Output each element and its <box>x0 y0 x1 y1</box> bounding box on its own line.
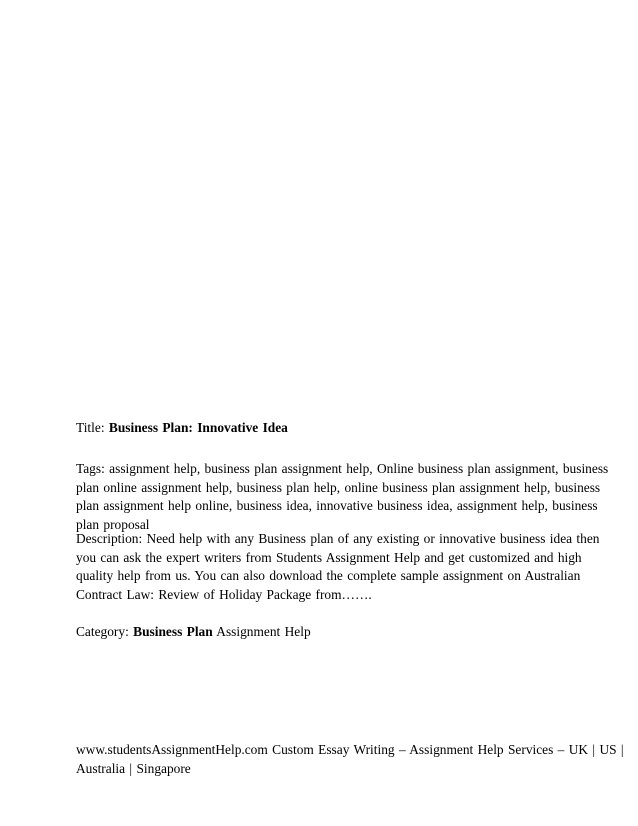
tags-line: plan online assignment help, business plan help, online business plan assignment help, business <box>76 479 601 495</box>
description-line: Description: Need help with any Business plan of any existing or innovative business idea then <box>76 531 600 546</box>
category-line <box>76 623 576 642</box>
description-line: Contract Law: Review of Holiday Package from……. <box>76 586 372 602</box>
category-label: Category: <box>76 624 129 639</box>
description-line: you can ask the expert writers from Students Assignment Help and get customized and high <box>76 549 582 565</box>
description-line: quality help from us. You can also download the complete sample assignment on Australian <box>76 568 581 583</box>
document-title: Business Plan: Innovative Idea <box>108 420 288 435</box>
title-label: Title: <box>76 420 105 435</box>
category-rest: Assignment Help <box>216 624 311 639</box>
description-paragraph <box>76 530 600 604</box>
footer-line: www.studentsAssignmentHelp.com Custom Essay Writing – Assignment Help Services – UK | US | <box>76 742 624 757</box>
footer-line: Australia | Singapore <box>76 760 191 776</box>
category-bold-value: Business Plan <box>133 624 213 639</box>
page-footer <box>76 741 624 778</box>
tags-paragraph <box>76 460 609 534</box>
tags-line: plan assignment help online, business idea, innovative business idea, assignment help, business <box>76 498 598 513</box>
title-line <box>76 419 576 438</box>
tags-line: Tags: assignment help, business plan assignment help, Online business plan assignment, business <box>76 461 609 476</box>
tags-line: plan proposal <box>76 516 150 532</box>
